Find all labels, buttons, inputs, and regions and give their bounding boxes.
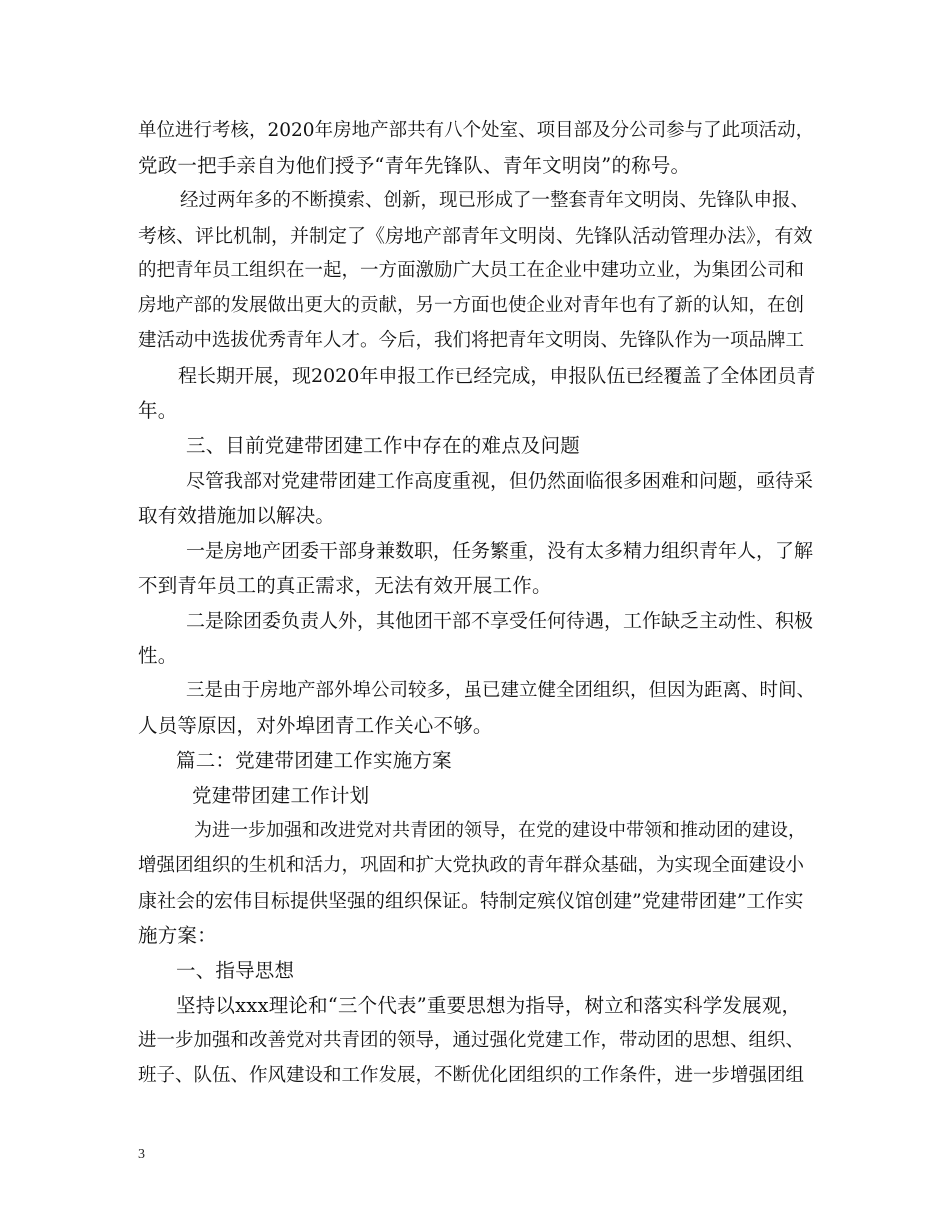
- text-line: 建活动中选拔优秀青年人才。今后，我们将把青年文明岗、先锋队作为一项品牌工: [138, 330, 805, 351]
- section-heading: 一、指导思想: [176, 959, 295, 982]
- page-number: 3: [138, 1147, 145, 1162]
- text-line: 房地产部的发展做出更大的贡献，另一方面也使企业对青年也有了新的认知，在创: [138, 295, 805, 316]
- text-line: 一是房地产团委干部身兼数职，任务繁重，没有太多精力组织青年人，了解: [186, 540, 814, 562]
- section-heading: 篇二：党建带团建工作实施方案: [176, 749, 452, 772]
- text-line: 不到青年员工的真正需求，无法有效开展工作。: [138, 574, 552, 597]
- text-line: 进一步加强和改善党对共青团的领导，通过强化党建工作，带动团的思想、组织、: [138, 1030, 805, 1051]
- text-line: 取有效措施加以解决。: [138, 504, 336, 527]
- text-line: 尽管我部对党建带团建工作高度重视，但仍然面临很多困难和问题，亟待采: [186, 470, 814, 492]
- text-line: 程长期开展，现2020年申报工作已经完成，申报队伍已经覆盖了全体团员青: [178, 365, 816, 387]
- text-line: 考核、评比机制，并制定了《房地产部青年文明岗、先锋队活动管理办法》，有效: [138, 225, 813, 247]
- text-line: 施方案：: [138, 924, 217, 947]
- text-line: 党政一把手亲自为他们授予“青年先锋队、青年文明岗”的称号。: [138, 154, 691, 177]
- text-line: 增强团组织的生机和活力，巩固和扩大党执政的青年群众基础，为实现全面建设小: [138, 855, 805, 876]
- section-heading: 三、目前党建带团建工作中存在的难点及问题: [186, 434, 581, 457]
- text-line: 康社会的宏伟目标提供坚强的组织保证。特制定殡仪馆创建”党建带团建”工作实: [138, 890, 804, 912]
- text-line: 班子、队伍、作风建设和工作发展，不断优化团组织的工作条件，进一步增强团组: [138, 1065, 805, 1086]
- text-line: 人员等原因，对外埠团青工作关心不够。: [138, 714, 493, 737]
- section-heading: 党建带团建工作计划: [192, 784, 370, 807]
- text-line: 二是除团委负责人外，其他团干部不享受任何待遇，工作缺乏主动性、积极: [186, 610, 814, 632]
- text-line: 单位进行考核，2020年房地产部共有八个处室、项目部及分公司参与了此项活动，: [138, 120, 815, 141]
- text-line: 坚持以xxx理论和“三个代表”重要思想为指导，树立和落实科学发展观，: [176, 994, 802, 1017]
- text-line: 年。: [138, 399, 178, 422]
- text-line: 经过两年多的不断摸索、创新，现已形成了一整套青年文明岗、先锋队申报、: [180, 190, 810, 211]
- text-line: 为进一步加强和改进党对共青团的领导，在党的建设中带领和推动团的建设，: [194, 820, 806, 841]
- text-line: 性。: [138, 644, 178, 667]
- text-line: 的把青年员工组织在一起，一方面激励广大员工在企业中建功立业，为集团公司和: [138, 260, 805, 281]
- text-line: 三是由于房地产部外埠公司较多，虽已建立健全团组织，但因为距离、时间、: [186, 680, 816, 701]
